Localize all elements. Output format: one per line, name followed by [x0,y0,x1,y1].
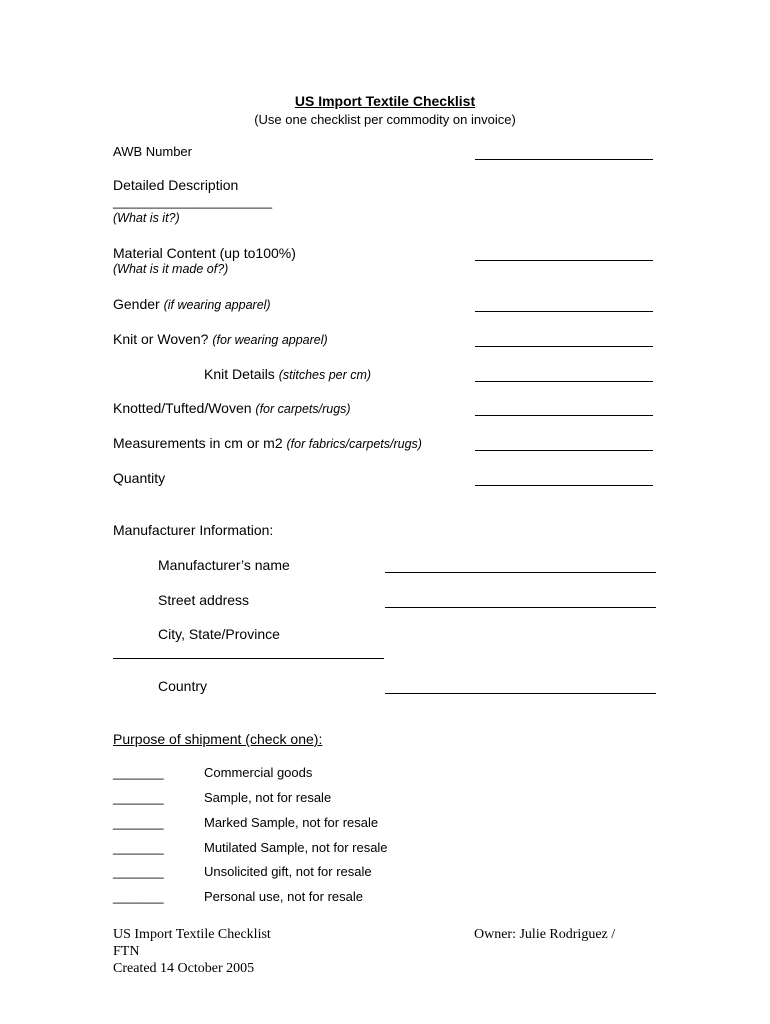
knotted-label: Knotted/Tufted/Woven [113,400,252,416]
knotted-row [113,400,351,416]
city-state-field[interactable] [113,658,384,659]
purpose-option-personal-use: Personal use, not for resale [204,889,363,904]
footer-owner: Owner: Julie Rodriguez / [474,927,616,942]
gender-field[interactable] [475,311,653,312]
manufacturer-heading: Manufacturer Information: [113,522,274,538]
page-subtitle: (Use one checklist per commodity on invoice) [254,112,516,127]
footer-created-date: Created 14 October 2005 [113,961,255,976]
gender-row [113,296,271,312]
gender-hint: (if wearing apparel) [163,298,271,312]
purpose-option-commercial: Commercial goods [204,765,313,780]
purpose-checkbox-mutilated-sample[interactable]: _______ [113,840,164,855]
purpose-heading: Purpose of shipment (check one): [113,731,323,747]
page-title: US Import Textile Checklist [294,93,476,109]
knotted-hint: (for carpets/rugs) [255,402,351,416]
material-label: Material Content (up to100%) [113,245,296,261]
material-field[interactable] [475,260,653,261]
knit-details-row [204,366,371,382]
street-address-label: Street address [158,592,250,608]
city-state-label: City, State/Province [158,626,280,642]
knotted-field[interactable] [475,415,653,416]
footer-doc-title: US Import Textile Checklist [113,927,271,942]
description-field[interactable]: ______________________ [113,194,273,209]
awb-field[interactable] [475,159,653,160]
purpose-checkbox-sample[interactable]: _______ [113,790,164,805]
country-field[interactable] [385,693,656,694]
purpose-checkbox-marked-sample[interactable]: _______ [113,815,164,830]
knit-label: Knit or Woven? [113,331,209,347]
purpose-option-gift: Unsolicited gift, not for resale [204,864,372,879]
manufacturer-name-field[interactable] [385,572,656,573]
manufacturer-name-label: Manufacturer’s name [158,557,290,573]
purpose-option-marked-sample: Marked Sample, not for resale [204,815,379,830]
measurements-row [113,435,422,451]
knit-hint: (for wearing apparel) [212,333,328,347]
material-hint: (What is it made of?) [113,262,229,276]
description-hint: (What is it?) [113,211,180,225]
footer-ftn: FTN [113,944,140,959]
description-label: Detailed Description [113,177,239,193]
knit-details-field[interactable] [475,381,653,382]
purpose-option-sample: Sample, not for resale [204,790,332,805]
measurements-hint: (for fabrics/carpets/rugs) [286,437,422,451]
footer-info [113,926,271,977]
country-label: Country [158,678,208,694]
knit-row [113,331,328,347]
street-address-field[interactable] [385,607,656,608]
purpose-checkbox-gift[interactable]: _______ [113,864,164,879]
measurements-label: Measurements in cm or m2 [113,435,283,451]
purpose-option-mutilated-sample: Mutilated Sample, not for resale [204,840,388,855]
awb-label: AWB Number [113,144,192,159]
quantity-label: Quantity [113,470,166,486]
measurements-field[interactable] [475,450,653,451]
knit-details-label: Knit Details [204,366,275,382]
gender-label: Gender [113,296,160,312]
knit-details-hint: (stitches per cm) [278,368,372,382]
knit-field[interactable] [475,346,653,347]
quantity-field[interactable] [475,485,653,486]
purpose-checkbox-commercial[interactable]: _______ [113,765,164,780]
purpose-checkbox-personal-use[interactable]: _______ [113,889,164,904]
